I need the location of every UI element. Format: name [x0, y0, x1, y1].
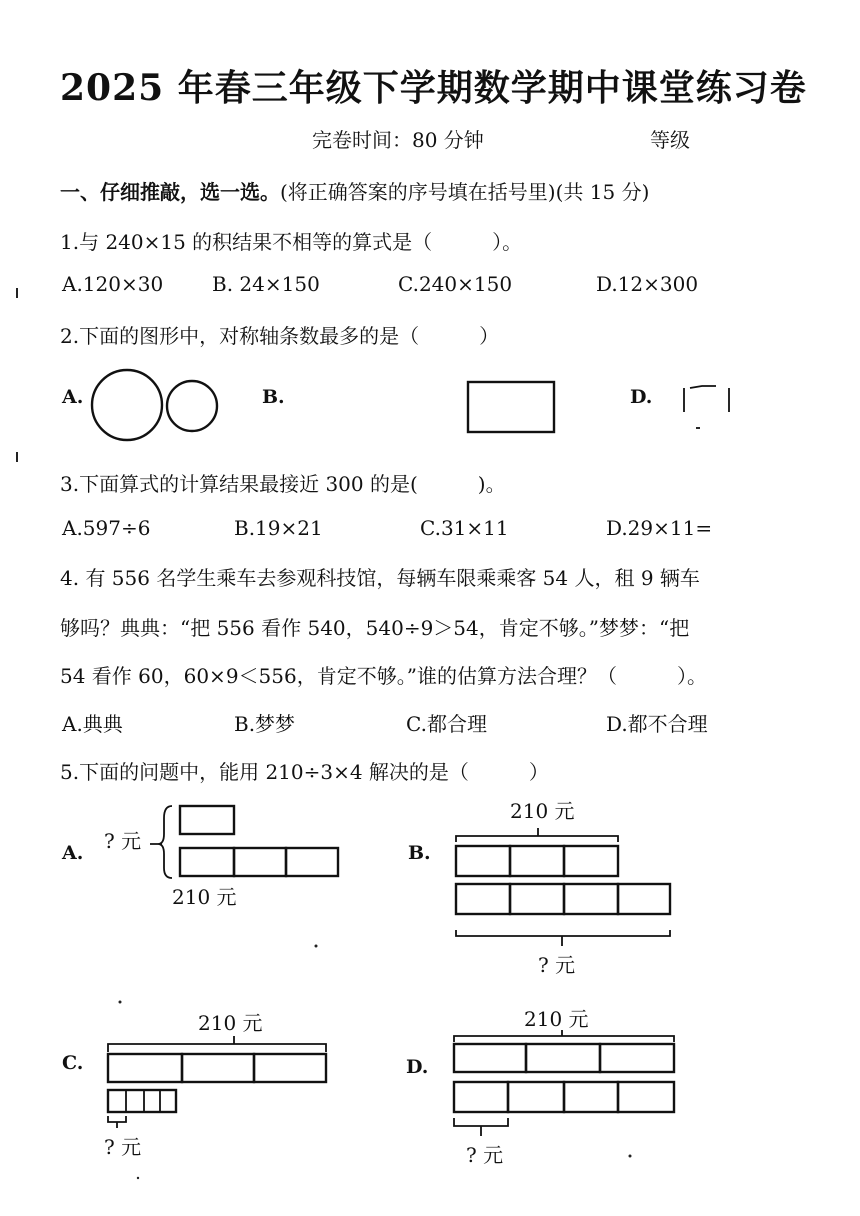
q1-option-d[interactable]: D.12×300 — [596, 272, 699, 296]
speck — [119, 1001, 122, 1004]
q5-option-a[interactable]: A. — [62, 842, 84, 864]
q5-option-c[interactable]: C. — [62, 1052, 84, 1074]
diagram-d-total-label: 210 元 — [524, 1007, 589, 1031]
question-4-line-1: 4. 有 556 名学生乘车去参观科技馆，每辆车限乘乘客 54 人，租 9 辆车 — [60, 566, 700, 590]
q1-option-a[interactable]: A.120×30 — [62, 272, 164, 296]
q5-option-b[interactable]: B. — [408, 842, 431, 864]
q4-option-c[interactable]: C.都合理 — [406, 712, 487, 736]
q4-option-a[interactable]: A.典典 — [62, 712, 123, 736]
section-title: 一、仔细推敲，选一选。 — [60, 180, 280, 204]
diagram-c-total-label: 210 元 — [198, 1011, 263, 1035]
q3-option-a[interactable]: A.597÷6 — [62, 516, 151, 540]
question-2-stem: 2.下面的图形中，对称轴条数最多的是（ ） — [60, 324, 500, 348]
diagram-c-question-label: ? 元 — [104, 1135, 142, 1159]
q2-option-d[interactable]: D. — [630, 386, 653, 408]
section-note: (将正确答案的序号填在括号里)(共 15 分) — [280, 180, 650, 204]
diagram-a-total-label: 210 元 — [172, 885, 237, 909]
speck — [315, 945, 318, 948]
speck — [629, 1155, 632, 1158]
question-4-line-3: 54 看作 60，60×9＜556，肯定不够。”谁的估算方法合理？（ ）。 — [60, 664, 707, 688]
q2-option-a[interactable]: A. — [62, 386, 84, 408]
q3-option-b[interactable]: B.19×21 — [234, 516, 323, 540]
q1-option-b[interactable]: B. 24×150 — [212, 272, 320, 296]
q4-option-d[interactable]: D.都不合理 — [606, 712, 708, 736]
exam-time-label: 完卷时间：80 分钟 — [312, 128, 484, 152]
diagram-d-question-label: ? 元 — [466, 1143, 504, 1167]
question-5-stem: 5.下面的问题中，能用 210÷3×4 解决的是（ ） — [60, 760, 549, 784]
speck — [137, 1177, 139, 1179]
speck — [16, 288, 18, 298]
page-title: 2025 年春三年级下学期数学期中课堂练习卷 — [60, 67, 807, 109]
q3-option-c[interactable]: C.31×11 — [420, 516, 509, 540]
q4-option-b[interactable]: B.梦梦 — [234, 712, 296, 736]
question-4-line-2: 够吗？典典：“把 556 看作 540，540÷9＞54，肯定不够。”梦梦：“把 — [60, 616, 690, 640]
q1-option-c[interactable]: C.240×150 — [398, 272, 513, 296]
q3-option-d[interactable]: D.29×11= — [606, 516, 713, 540]
grade-label: 等级 — [650, 128, 690, 152]
diagram-b-question-label: ? 元 — [538, 953, 576, 977]
question-3-stem: 3.下面算式的计算结果最接近 300 的是( )。 — [60, 472, 506, 496]
speck — [16, 452, 18, 462]
question-1-stem: 1.与 240×15 的积结果不相等的算式是（ ）。 — [60, 230, 523, 254]
diagram-b-total-label: 210 元 — [510, 799, 575, 823]
q2-option-b[interactable]: B. — [262, 386, 285, 408]
diagram-a-question-label: ? 元 — [104, 829, 142, 853]
q5-option-d[interactable]: D. — [406, 1056, 429, 1078]
